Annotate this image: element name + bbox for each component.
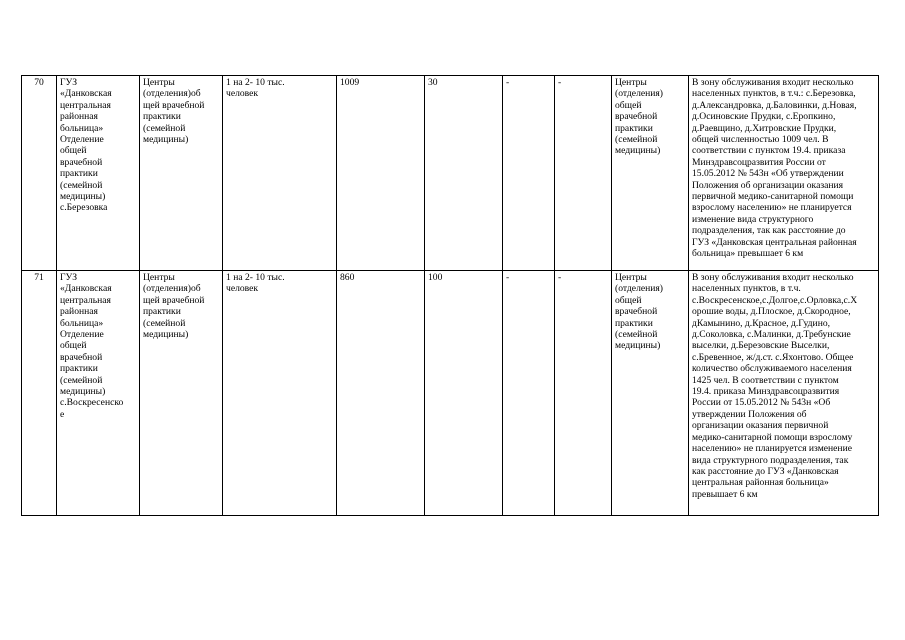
- note-cell: В зону обслуживания входит несколько населенных пунктов, в т.ч.: с.Березовка, д.Александровка, д.Баловинки, д.Новая, д.Осиновские Прудки, с.Еропкино, д.Раевщино, д.Хитровские Прудки, общей численностью 1009 чел. В соответствии с пунктом 19.4. приказа Минздравсоцразвития России от 15.05.2012 № 543н «Об утверждении Положения об организации оказания первичной медико-санитарной помощи взрослому населению» не планируется изменение вида структурного подразделения, так как расстояние до ГУЗ «Данковская центральная районная больница» превышает 6 км: [689, 76, 879, 271]
- distance-cell: 100: [425, 271, 503, 516]
- table-row: [22, 271, 879, 516]
- row-number-cell: 71: [22, 271, 57, 516]
- norm-cell: 1 на 2- 10 тыс. человек: [223, 76, 337, 271]
- dash-cell: -: [503, 76, 555, 271]
- row-number-cell: 70: [22, 76, 57, 271]
- planned-type-cell: Центры (отделения) общей врачебной практики (семейной медицины): [612, 76, 689, 271]
- facility-type-cell: Центры (отделения)об щей врачебной практики (семейной медицины): [140, 271, 223, 516]
- norm-cell: 1 на 2- 10 тыс. человек: [223, 271, 337, 516]
- dash-cell: -: [555, 271, 612, 516]
- institution-cell: ГУЗ «Данковская центральная районная больница» Отделение общей врачебной практики (семейной медицины) с.Воскресенско е: [57, 271, 140, 516]
- table-row: [22, 76, 879, 271]
- population-cell: 1009: [337, 76, 425, 271]
- institution-cell: ГУЗ «Данковская центральная районная больница» Отделение общей врачебной практики (семейной медицины) с.Березовка: [57, 76, 140, 271]
- planned-type-cell: Центры (отделения) общей врачебной практики (семейной медицины): [612, 271, 689, 516]
- note-cell: В зону обслуживания входит несколько населенных пунктов, в т.ч. с.Воскресенское,с.Долгое,с.Орловка,с.Х орошие воды, д.Плоское, д.Скородное, дКамынино, д.Красное, д.Гудино, д.Соколовка, с.Малинки, д.Требунские выселки, д.Березовские Выселки, с.Бревенное, ж/д.ст. с.Яхонтово. Общее количество обслуживаемого населения 1425 чел. В соответствии с пунктом 19.4. приказа Минздравсоцразвития России от 15.05.2012 № 543н «Об утверждении Положения об организации оказания первичной медико-санитарной помощи взрослому населению» не планируется изменение вида структурного подразделения, так как расстояние до ГУЗ «Данковская центральная районная больница» превышает 6 км: [689, 271, 879, 516]
- facilities-table: [21, 75, 879, 516]
- dash-cell: -: [503, 271, 555, 516]
- facility-type-cell: Центры (отделения)об щей врачебной практики (семейной медицины): [140, 76, 223, 271]
- dash-cell: -: [555, 76, 612, 271]
- population-cell: 860: [337, 271, 425, 516]
- distance-cell: 30: [425, 76, 503, 271]
